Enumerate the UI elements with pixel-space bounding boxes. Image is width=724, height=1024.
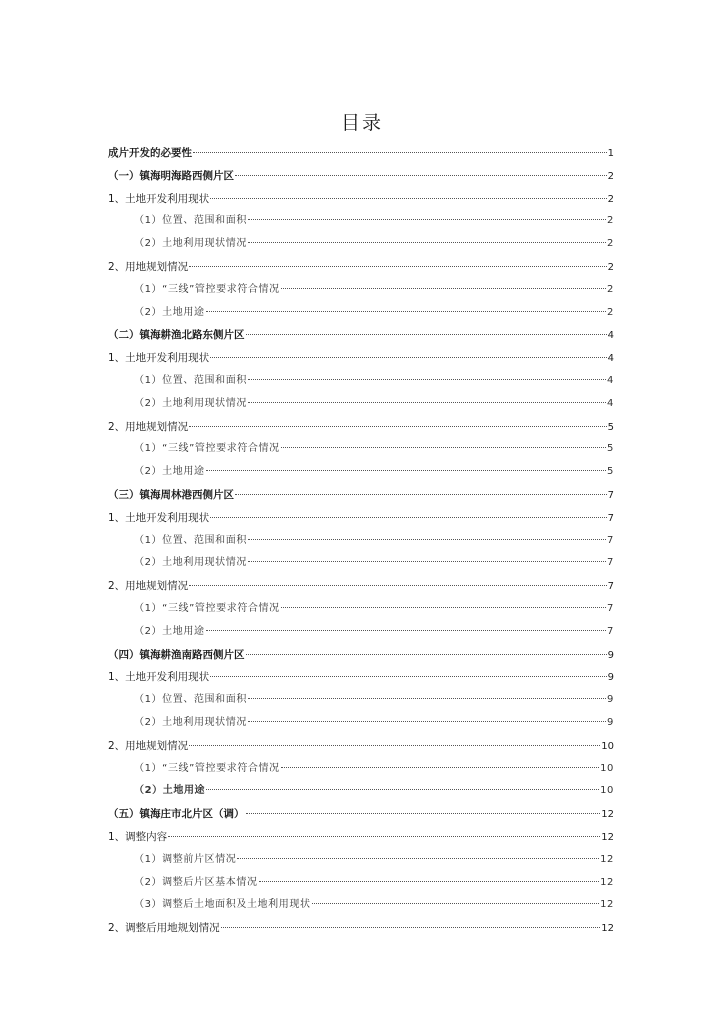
- toc-entry[interactable]: [108, 735, 614, 758]
- toc-page-number: 4: [607, 374, 614, 386]
- dot-leader: [248, 698, 606, 699]
- dot-leader: [210, 357, 606, 358]
- toc-entry-text: （四）镇海耕渔南路西侧片区: [108, 648, 245, 661]
- toc-entry[interactable]: [108, 416, 614, 439]
- toc-entry[interactable]: [108, 575, 614, 598]
- dot-leader: [237, 858, 599, 859]
- dot-leader: [210, 198, 606, 199]
- dot-leader: [248, 721, 606, 722]
- toc-entry-text: （二）镇海耕渔北路东侧片区: [108, 329, 245, 342]
- toc-entry-text: 1、土地开发利用现状: [108, 192, 210, 205]
- toc-entry-text: （2）土地利用现状情况: [134, 557, 247, 569]
- toc-entry-text: （1）“三线”管控要求符合情况: [134, 443, 280, 455]
- dot-leader: [248, 539, 606, 540]
- toc-entry[interactable]: [108, 233, 614, 256]
- toc-page-number: 12: [600, 853, 614, 865]
- toc-entry[interactable]: [108, 302, 614, 325]
- toc-page-number: 7: [607, 557, 614, 569]
- dot-leader: [221, 927, 601, 928]
- dot-leader: [248, 219, 606, 220]
- toc-page-number: 9: [607, 694, 614, 706]
- dot-leader: [281, 767, 599, 768]
- toc-entry-text: 1、土地开发利用现状: [108, 352, 210, 365]
- toc-entry[interactable]: [108, 210, 614, 233]
- dot-leader: [248, 242, 606, 243]
- dot-leader: [206, 311, 606, 312]
- toc-page-number: 5: [607, 443, 614, 455]
- toc-entry-text: 2、调整后用地规划情况: [108, 922, 220, 935]
- toc-entry[interactable]: [108, 507, 614, 530]
- toc-page-number: 10: [601, 740, 614, 752]
- dot-leader: [210, 517, 606, 518]
- toc-entry-text: （三）镇海周林港西侧片区: [108, 488, 234, 501]
- dot-leader: [206, 789, 599, 790]
- toc-page-number: 7: [607, 534, 614, 546]
- dot-leader: [248, 402, 606, 403]
- toc-page-number: 9: [607, 672, 614, 684]
- dot-leader: [259, 881, 600, 882]
- toc-entry[interactable]: [108, 849, 614, 872]
- dot-leader: [248, 561, 606, 562]
- toc-entry[interactable]: [108, 894, 614, 917]
- toc-entry-text: （2）土地用途: [134, 625, 205, 637]
- page-title: 目录: [340, 112, 383, 134]
- dot-leader: [246, 654, 607, 655]
- toc-entry-text: （2）土地用途: [134, 785, 206, 797]
- toc-entry[interactable]: [108, 324, 614, 347]
- toc-entry-text: （1）位置、范围和面积: [134, 215, 247, 227]
- dot-leader: [281, 607, 606, 608]
- toc-entry[interactable]: [108, 461, 614, 484]
- toc-entry-text: （一）镇海明海路西侧片区: [108, 169, 234, 182]
- toc-page-number: 2: [607, 283, 614, 295]
- toc-page-number: 12: [600, 899, 614, 911]
- toc-page-number: 2: [607, 306, 614, 318]
- toc-entry[interactable]: [108, 393, 614, 416]
- toc-entry-text: （2）土地利用现状情况: [134, 397, 247, 409]
- toc-entry-text: 2、用地规划情况: [108, 580, 189, 593]
- dot-leader: [248, 379, 606, 380]
- toc-page-number: 2: [607, 215, 614, 227]
- toc-entry[interactable]: [108, 689, 614, 712]
- toc-entry[interactable]: [108, 644, 614, 667]
- toc-entry[interactable]: [108, 917, 614, 940]
- toc-entry[interactable]: [108, 530, 614, 553]
- toc-page-number: 5: [607, 421, 614, 433]
- toc-page-number: 9: [607, 649, 614, 661]
- toc-entry[interactable]: [108, 826, 614, 849]
- toc-entry[interactable]: [108, 438, 614, 461]
- toc-entry-text: （3）调整后土地面积及土地利用现状: [134, 899, 311, 911]
- toc-entry[interactable]: [108, 872, 614, 895]
- toc-page-number: 7: [607, 602, 614, 614]
- toc-entry-text: 2、用地规划情况: [108, 739, 189, 752]
- toc-page-number: 2: [607, 261, 614, 273]
- toc-entry-text: （2）土地利用现状情况: [134, 238, 247, 250]
- toc-entry[interactable]: [108, 598, 614, 621]
- dot-leader: [168, 836, 600, 837]
- toc-page-number: 2: [607, 193, 614, 205]
- dot-leader: [189, 745, 600, 746]
- toc-entry[interactable]: [108, 803, 614, 826]
- toc-entry[interactable]: [108, 347, 614, 370]
- toc-entry[interactable]: [108, 780, 614, 803]
- dot-leader: [189, 266, 606, 267]
- toc-entry[interactable]: [108, 484, 614, 507]
- toc-page-number: 12: [600, 876, 614, 888]
- toc-entry-text: （五）镇海庄市北片区（调）: [108, 808, 245, 821]
- toc-entry[interactable]: [108, 666, 614, 689]
- toc-entry-text: （1）位置、范围和面积: [134, 534, 247, 546]
- toc-entry-text: （1）“三线”管控要求符合情况: [134, 602, 280, 614]
- dot-leader: [312, 903, 600, 904]
- dot-leader: [189, 585, 606, 586]
- toc-entry[interactable]: [108, 370, 614, 393]
- toc-page-number: 7: [607, 625, 614, 637]
- table-of-contents: [108, 142, 614, 940]
- toc-entry-text: 1、土地开发利用现状: [108, 671, 210, 684]
- toc-entry-text: （2）调整后片区基本情况: [134, 876, 258, 888]
- toc-entry-text: （1）位置、范围和面积: [134, 694, 247, 706]
- toc-entry-text: 2、用地规划情况: [108, 260, 189, 273]
- toc-entry-text: （2）土地用途: [134, 306, 205, 318]
- dot-leader: [193, 152, 607, 153]
- toc-page-number: 2: [607, 170, 614, 182]
- dot-leader: [189, 426, 606, 427]
- toc-entry-text: 成片开发的必要性: [108, 147, 192, 159]
- toc-entry-text: （1）“三线”管控要求符合情况: [134, 762, 280, 774]
- dot-leader: [206, 470, 606, 471]
- toc-entry-text: （2）土地用途: [134, 466, 205, 478]
- toc-page-number: 1: [607, 148, 614, 159]
- toc-page-number: 7: [607, 581, 614, 593]
- toc-entry[interactable]: [108, 279, 614, 302]
- toc-page-number: 12: [601, 809, 614, 821]
- toc-entry[interactable]: [108, 256, 614, 279]
- dot-leader: [235, 494, 607, 495]
- toc-page-number: 5: [607, 466, 614, 478]
- toc-entry-text: 1、调整内容: [108, 830, 168, 843]
- toc-entry-text: 1、土地开发利用现状: [108, 511, 210, 524]
- toc-entry[interactable]: [108, 188, 614, 211]
- dot-leader: [246, 334, 607, 335]
- toc-page-number: 12: [601, 831, 614, 843]
- toc-page-number: 10: [600, 785, 614, 797]
- toc-page-number: 2: [607, 238, 614, 250]
- toc-page-number: 4: [607, 330, 614, 342]
- dot-leader: [281, 288, 606, 289]
- toc-entry[interactable]: [108, 165, 614, 188]
- toc-entry-text: 2、用地规划情况: [108, 420, 189, 433]
- toc-page-number: 7: [607, 489, 614, 501]
- toc-page-number: 9: [607, 716, 614, 728]
- dot-leader: [246, 813, 601, 814]
- toc-page-number: 7: [607, 512, 614, 524]
- dot-leader: [235, 175, 607, 176]
- toc-entry[interactable]: [108, 621, 614, 644]
- toc-entry[interactable]: [108, 142, 614, 165]
- toc-entry[interactable]: [108, 712, 614, 735]
- toc-entry-text: （1）“三线”管控要求符合情况: [134, 283, 280, 295]
- toc-page-number: 4: [607, 397, 614, 409]
- dot-leader: [206, 630, 606, 631]
- toc-entry-text: （2）土地利用现状情况: [134, 716, 247, 728]
- toc-entry[interactable]: [108, 758, 614, 781]
- dot-leader: [210, 676, 606, 677]
- toc-page-number: 12: [601, 923, 614, 935]
- toc-entry-text: （1）调整前片区情况: [134, 853, 237, 865]
- dot-leader: [281, 447, 606, 448]
- toc-entry-text: （1）位置、范围和面积: [134, 374, 247, 386]
- toc-entry[interactable]: [108, 552, 614, 575]
- toc-page-number: 4: [607, 353, 614, 365]
- toc-page-number: 10: [600, 762, 614, 774]
